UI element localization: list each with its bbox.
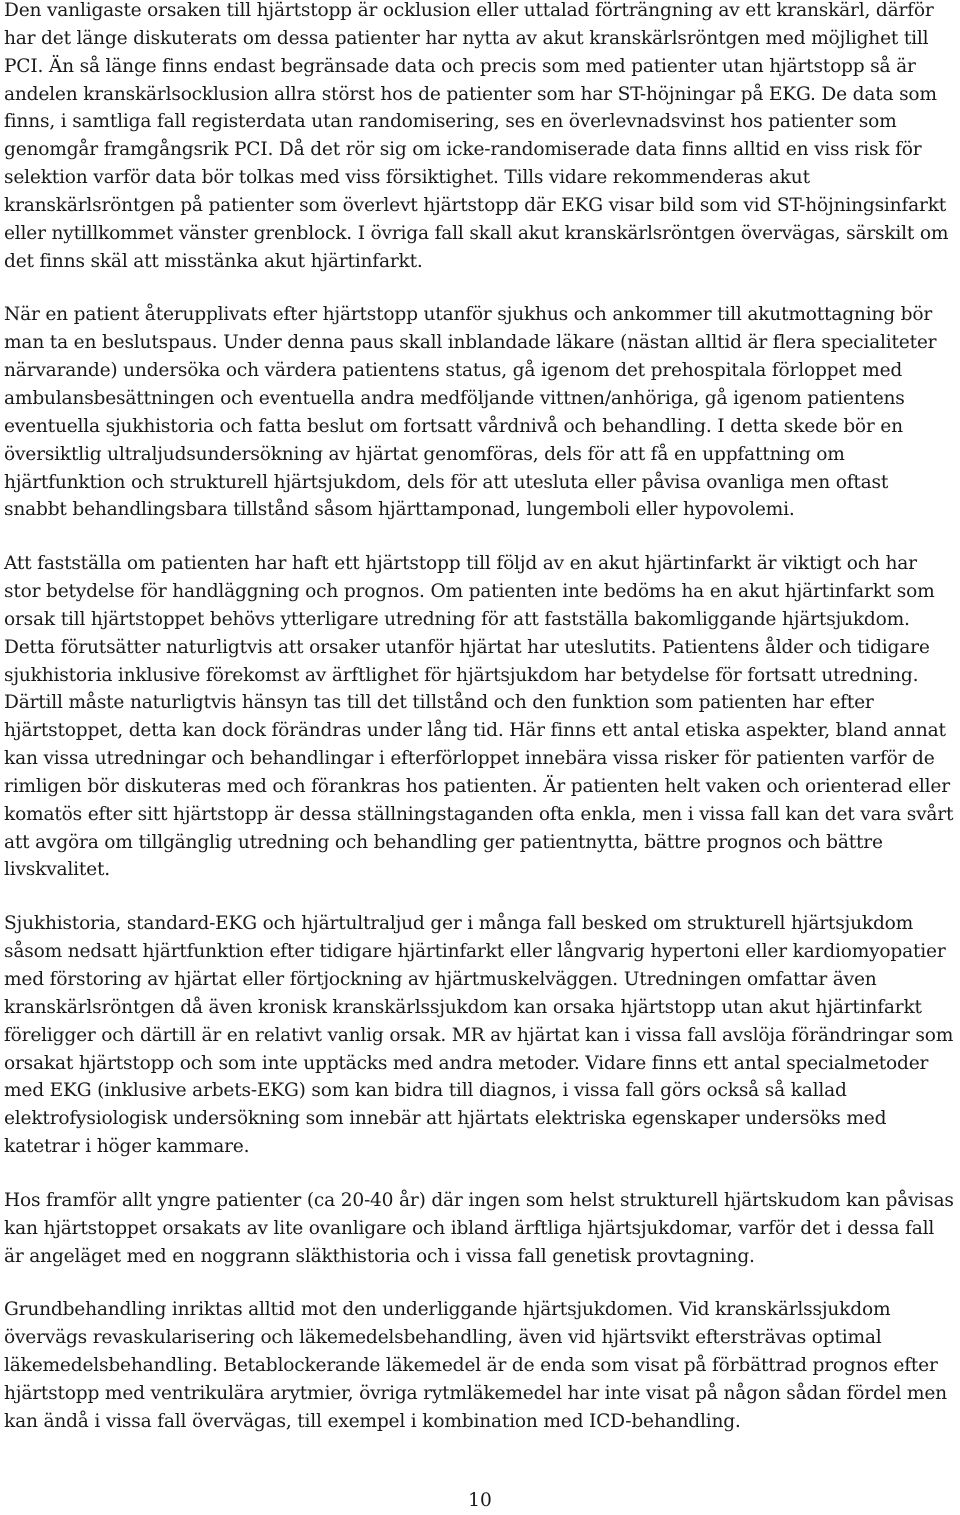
page-number: 10	[468, 1490, 492, 1511]
paragraph-basic-treatment: Grundbehandling inriktas alltid mot den underliggande hjärtsjukdomen. Vid kranskärlssjukdom övervägs revaskularisering och läkemedelsbehandling, även vid hjärtsvikt eftersträvas optimal läkemedelsbehandling. Betablockerande läkemedel är de enda som visat på förbättrad prognos efter hjärtstopp med ventrikulära arytmier, övriga rytmläkemedel har inte visat på någon sådan fördel men kan ändå i vissa fall övervägas, till exempel i kombination med ICD-behandling.	[4, 1299, 947, 1432]
paragraph-establishing-cause: Att fastställa om patienten har haft ett hjärtstopp till följd av en akut hjärtinfarkt är viktigt och har stor betydelse för handläggning och prognos. Om patienten inte bedöms ha en akut hjärtinfarkt som orsak till hjärtstoppet behövs ytterligare utredning för att fastställa bakomliggande hjärtsjukdom. Detta förutsätter naturligtvis att orsaker utanför hjärtat har uteslutits. Patientens ålder och tidigare sjukhistoria inklusive förekomst av ärftlighet för hjärtsjukdom har betydelse för fortsatt utredning. Därtill måste naturligtvis hänsyn tas till det tillstånd och den funktion som patienten har efter hjärtstoppet, detta kan dock förändras under lång tid. Här finns ett antal etiska aspekter, bland annat kan vissa utredningar och behandlingar i efterförloppet innebära vissa risker för patienten varför de rimligen bör diskuteras med och förankras hos patienten. Är patienten helt vaken och orienterad eller komatös efter sitt hjärtstopp är dessa ställningstaganden ofta enkla, men i vissa fall kan det vara svårt att avgöra om tillgänglig utredning och behandling ger patientnytta, bättre prognos och bättre livskvalitet.	[4, 553, 954, 881]
paragraph-investigation: Sjukhistoria, standard-EKG och hjärtultraljud ger i många fall besked om strukturell hjärtsjukdom såsom nedsatt hjärtfunktion efter tidigare hjärtinfarkt eller långvarig hypertoni eller kardiomyopatier med förstoring av hjärtat eller förtjockning av hjärtmuskelväggen. Utredningen omfattar även kranskärlsröntgen då även kronisk kranskärlssjukdom kan orsaka hjärtstopp utan akut hjärtinfarkt föreligger och därtill är en relativt vanlig orsak. MR av hjärtat kan i vissa fall avslöja förändringar som orsakat hjärtstopp och som inte upptäcks med andra metoder. Vidare finns ett antal specialmetoder med EKG (inklusive arbets-EKG) som kan bidra till diagnos, i vissa fall görs också så kallad elektrofysiologisk undersökning som innebär att hjärtats elektriska egenskaper undersöks med katetrar i höger kammare.	[4, 913, 954, 1158]
paragraph-angiography-pci: Den vanligaste orsaken till hjärtstopp är ocklusion eller uttalad förträngning av ett kranskärl, därför har det länge diskuterats om dessa patienter har nytta av akut kranskärlsröntgen med möjlighet till PCI. Än så länge finns endast begränsade data och precis som med patienter utan hjärtstopp så är andelen kranskärlsocklusion allra störst hos de patienter som har ST-höjningar på EKG. De data som finns, i samtliga fall registerdata utan randomisering, ses en överlevnadsvinst hos patienter som genomgår framgångsrik PCI. Då det rör sig om icke-randomiserade data finns alltid en viss risk för selektion varför data bör tolkas med viss försiktighet. Tills vidare rekommenderas akut kranskärlsröntgen på patienter som överlevt hjärtstopp där EKG visar bild som vid ST-höjningsinfarkt eller nytillkommet vänster grenblock. I övriga fall skall akut kranskärlsröntgen övervägas, särskilt om det finns skäl att misstänka akut hjärtinfarkt.	[4, 0, 949, 272]
paragraph-decision-pause: När en patient återupplivats efter hjärtstopp utanför sjukhus och ankommer till akutmottagning bör man ta en beslutspaus. Under denna paus skall inblandade läkare (nästan alltid är flera specialiteter närvarande) undersöka och värdera patientens status, gå igenom det prehospitala förloppet med ambulansbesättningen och eventuella andra medföljande vittnen/anhöriga, gå igenom patientens eventuella sjukhistoria och fatta beslut om fortsatt vårdnivå och behandling. I detta skede bör en översiktlig ultraljudsundersökning av hjärtat genomföras, dels för att få en uppfattning om hjärtfunktion och strukturell hjärtsjukdom, dels för att utesluta eller påvisa ovanliga men oftast snabbt behandlingsbara tillstånd såsom hjärttamponad, lungemboli eller hypovolemi.	[4, 304, 937, 521]
paragraph-young-patients: Hos framför allt yngre patienter (ca 20-40 år) där ingen som helst strukturell hjärtskudom kan påvisas kan hjärtstoppet orsakats av lite ovanligare och ibland ärftliga hjärtsjukdomar, varför det i dessa fall är angeläget med en noggrann släkthistoria och i vissa fall genetisk provtagning.	[4, 1189, 954, 1267]
document-body	[4, 0, 954, 1462]
